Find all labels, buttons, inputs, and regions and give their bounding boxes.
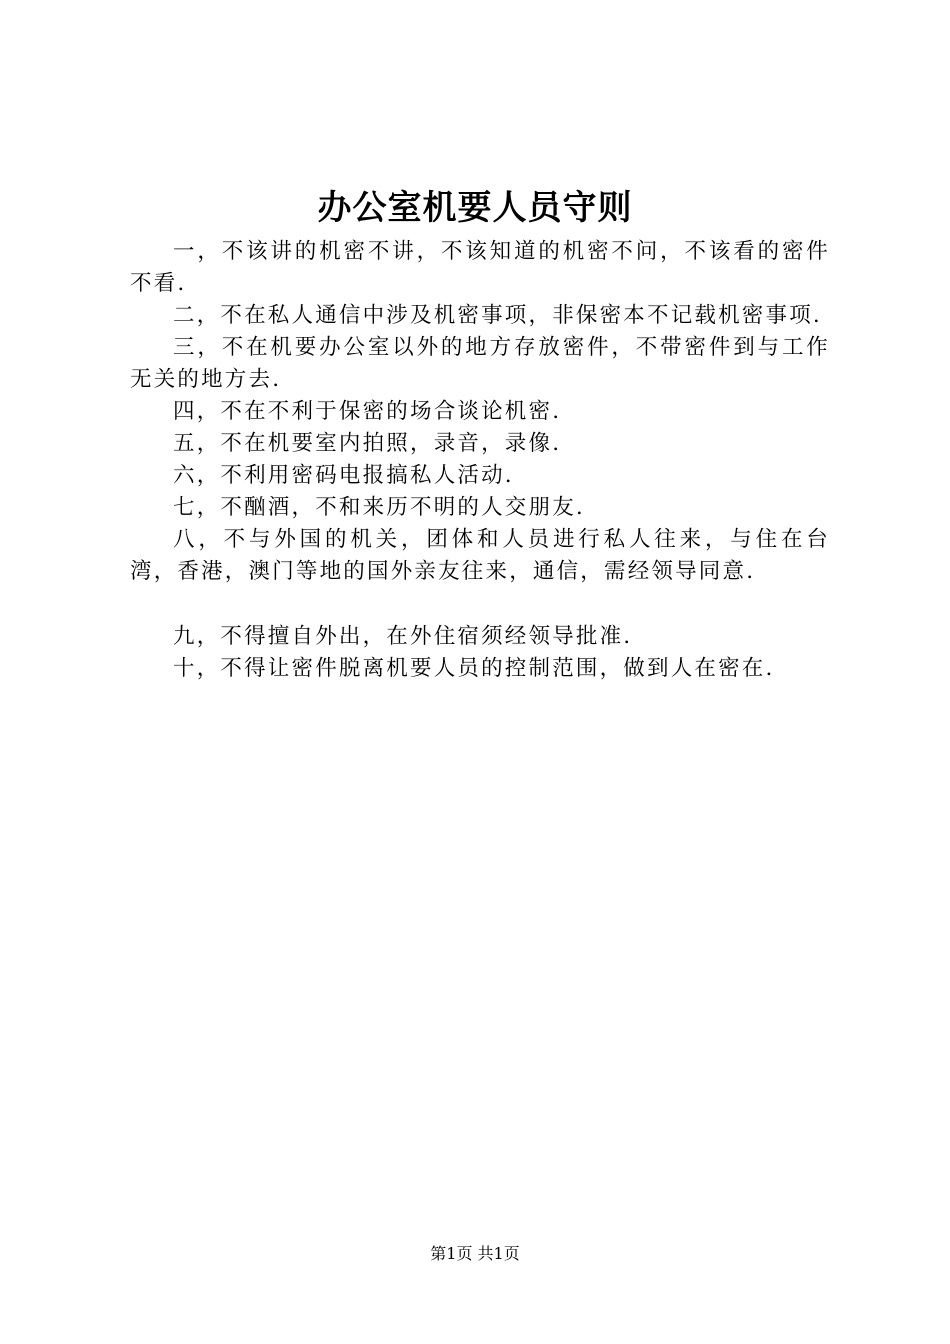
document-title: 办公室机要人员守则 [317, 188, 633, 228]
rule-paragraph-4: 四，不在不利于保密的场合谈论机密. [173, 399, 562, 424]
rule-paragraph-8: 八，不与外国的机关，团体和人员进行私人往来，与住在台湾，香港，澳门等地的国外亲友往来，通信，需经领导同意. [130, 527, 830, 584]
rule-paragraph-10: 十，不得让密件脱离机要人员的控制范围，做到人在密在. [173, 656, 775, 681]
rule-paragraph-6: 六，不利用密码电报搞私人活动. [173, 463, 514, 488]
rule-paragraph-9: 九，不得擅自外出，在外住宿须经领导批准. [173, 624, 633, 649]
rule-paragraph-1: 一，不该讲的机密不讲，不该知道的机密不问，不该看的密件不看. [130, 239, 830, 296]
rule-paragraph-5: 五，不在机要室内拍照，录音，录像. [173, 431, 562, 456]
page-number-footer: 第1页 共1页 [430, 1244, 520, 1263]
document-body [130, 236, 830, 685]
rule-paragraph-7: 七，不酗酒，不和来历不明的人交朋友. [173, 495, 585, 520]
rule-paragraph-3: 三，不在机要办公室以外的地方存放密件，不带密件到与工作无关的地方去. [130, 335, 830, 392]
rule-paragraph-2: 二，不在私人通信中涉及机密事项，非保密本不记载机密事项. [173, 303, 822, 328]
